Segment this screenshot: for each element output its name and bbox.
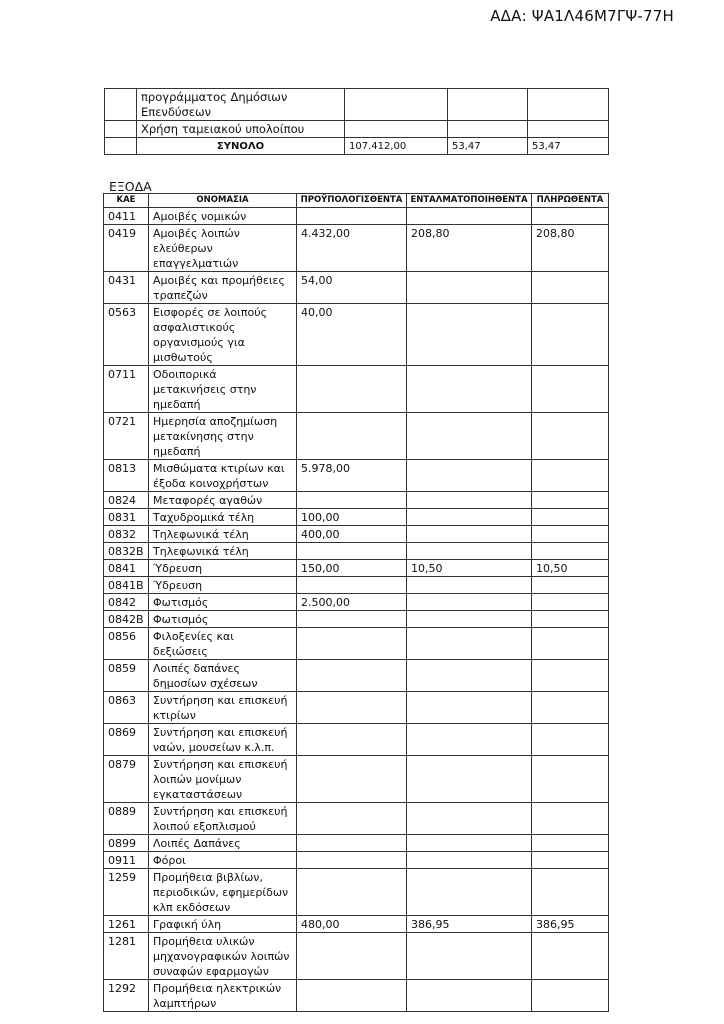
row-kae: 0889 [104, 803, 149, 835]
row-paid [532, 366, 609, 413]
row-kae: 0831 [104, 509, 149, 526]
header-certified: ΕΝΤΑΛΜΑΤΟΠΟΙΗΘΕΝΤΑ [407, 194, 532, 208]
row-certified [407, 526, 532, 543]
row-budget: 2.500,00 [297, 594, 407, 611]
row-paid [532, 803, 609, 835]
row-kae: 0832Β [104, 543, 149, 560]
row-paid [532, 492, 609, 509]
table-row [104, 460, 609, 492]
row-budget [297, 543, 407, 560]
row-budget [297, 492, 407, 509]
row-certified: 10,50 [407, 560, 532, 577]
row-kae: 1259 [104, 869, 149, 916]
income-paid [528, 121, 609, 138]
row-paid [532, 304, 609, 366]
income-budget [345, 89, 448, 121]
row-budget [297, 577, 407, 594]
table-row [104, 660, 609, 692]
income-certified [448, 121, 528, 138]
row-paid [532, 460, 609, 492]
row-name: Αμοιβές νομικών [149, 208, 297, 225]
row-paid [532, 526, 609, 543]
row-budget [297, 835, 407, 852]
header-kae: ΚΑΕ [104, 194, 149, 208]
row-paid [532, 413, 609, 460]
row-name: Φωτισμός [149, 611, 297, 628]
table-row [104, 916, 609, 933]
table-row [104, 225, 609, 272]
table-row [104, 611, 609, 628]
row-certified [407, 208, 532, 225]
row-paid [532, 208, 609, 225]
row-certified [407, 492, 532, 509]
table-row [104, 594, 609, 611]
row-certified [407, 366, 532, 413]
row-certified [407, 803, 532, 835]
row-certified [407, 660, 532, 692]
row-kae: 0841 [104, 560, 149, 577]
income-total-paid: 53,47 [528, 138, 609, 155]
table-row [104, 413, 609, 460]
row-budget [297, 803, 407, 835]
row-name: Φιλοξενίες και δεξιώσεις [149, 628, 297, 660]
row-budget: 5.978,00 [297, 460, 407, 492]
row-name: Προμήθεια υλικών μηχανογραφικών λοιπών συναφών εφαρμογών [149, 933, 297, 980]
row-name: Ημερησία αποζημίωση μετακίνησης στην ημεδαπή [149, 413, 297, 460]
row-certified [407, 460, 532, 492]
row-kae: 0411 [104, 208, 149, 225]
row-budget: 400,00 [297, 526, 407, 543]
row-paid [532, 980, 609, 1012]
row-kae: 0879 [104, 756, 149, 803]
row-budget [297, 366, 407, 413]
income-label: προγράμματος Δημόσιων Επενδύσεων [137, 89, 345, 121]
table-row [104, 835, 609, 852]
table-row [104, 208, 609, 225]
table-row [104, 869, 609, 916]
row-paid [532, 594, 609, 611]
row-certified [407, 577, 532, 594]
row-certified [407, 543, 532, 560]
row-budget [297, 724, 407, 756]
row-budget [297, 413, 407, 460]
row-budget: 4.432,00 [297, 225, 407, 272]
row-certified [407, 724, 532, 756]
table-row [104, 724, 609, 756]
row-name: Γραφική ύλη [149, 916, 297, 933]
row-paid [532, 756, 609, 803]
table-row [104, 852, 609, 869]
income-table [104, 88, 609, 155]
row-certified [407, 594, 532, 611]
row-certified: 208,80 [407, 225, 532, 272]
expenses-title: ΕΞΟΔΑ [109, 179, 152, 194]
row-kae: 0856 [104, 628, 149, 660]
row-certified: 386,95 [407, 916, 532, 933]
table-row [104, 543, 609, 560]
table-row [104, 492, 609, 509]
row-budget [297, 208, 407, 225]
income-total-budget: 107.412,00 [345, 138, 448, 155]
row-budget [297, 933, 407, 980]
row-certified [407, 835, 532, 852]
row-name: Μισθώματα κτιρίων και έξοδα κοινοχρήστων [149, 460, 297, 492]
row-kae: 1281 [104, 933, 149, 980]
row-certified [407, 509, 532, 526]
row-name: Αμοιβές λοιπών ελεύθερων επαγγελματιών [149, 225, 297, 272]
row-paid [532, 611, 609, 628]
row-kae: 0824 [104, 492, 149, 509]
row-name: Μεταφορές αγαθών [149, 492, 297, 509]
table-row [104, 980, 609, 1012]
row-paid [532, 660, 609, 692]
row-name: Ύδρευση [149, 577, 297, 594]
expenses-table [103, 193, 609, 1012]
row-budget: 40,00 [297, 304, 407, 366]
row-kae: 0419 [104, 225, 149, 272]
row-kae: 0842Β [104, 611, 149, 628]
row-kae: 0859 [104, 660, 149, 692]
row-name: Εισφορές σε λοιπούς ασφαλιστικούς οργανισμούς για μισθωτούς [149, 304, 297, 366]
table-row [104, 509, 609, 526]
row-paid [532, 543, 609, 560]
row-kae: 0813 [104, 460, 149, 492]
row-budget [297, 980, 407, 1012]
row-name: Λοιπές δαπάνες δημοσίων σχέσεων [149, 660, 297, 692]
row-kae: 0899 [104, 835, 149, 852]
row-paid [532, 933, 609, 980]
income-budget [345, 121, 448, 138]
income-row [105, 89, 609, 121]
row-budget: 150,00 [297, 560, 407, 577]
row-name: Φόροι [149, 852, 297, 869]
table-row [104, 577, 609, 594]
row-paid [532, 509, 609, 526]
row-budget: 480,00 [297, 916, 407, 933]
table-row [104, 366, 609, 413]
row-name: Συντήρηση και επισκευή λοιπών μονίμων εγκαταστάσεων [149, 756, 297, 803]
row-kae: 0863 [104, 692, 149, 724]
row-budget [297, 869, 407, 916]
income-total-certified: 53,47 [448, 138, 528, 155]
row-certified [407, 852, 532, 869]
row-paid [532, 577, 609, 594]
row-paid: 10,50 [532, 560, 609, 577]
table-row [104, 933, 609, 980]
row-paid [532, 869, 609, 916]
income-row [105, 121, 609, 138]
row-kae: 0832 [104, 526, 149, 543]
row-kae: 0563 [104, 304, 149, 366]
row-certified [407, 628, 532, 660]
row-certified [407, 413, 532, 460]
income-label: Χρήση ταμειακού υπολοίπου [137, 121, 345, 138]
row-paid [532, 852, 609, 869]
row-kae: 0842 [104, 594, 149, 611]
row-certified [407, 692, 532, 724]
table-row [104, 692, 609, 724]
row-name: Φωτισμός [149, 594, 297, 611]
row-kae: 1292 [104, 980, 149, 1012]
row-budget [297, 660, 407, 692]
row-paid [532, 724, 609, 756]
row-kae: 0869 [104, 724, 149, 756]
header-budget: ΠΡΟΫΠΟΛΟΓΙΣΘΕΝΤΑ [297, 194, 407, 208]
row-paid [532, 628, 609, 660]
row-paid [532, 272, 609, 304]
row-name: Αμοιβές και προμήθειες τραπεζών [149, 272, 297, 304]
row-name: Προμήθεια βιβλίων, περιοδικών, εφημερίδων κλπ εκδόσεων [149, 869, 297, 916]
row-paid: 386,95 [532, 916, 609, 933]
row-certified [407, 980, 532, 1012]
row-budget [297, 692, 407, 724]
row-name: Οδοιπορικά μετακινήσεις στην ημεδαπή [149, 366, 297, 413]
row-paid [532, 692, 609, 724]
row-name: Συντήρηση και επισκευή κτιρίων [149, 692, 297, 724]
table-row [104, 756, 609, 803]
table-row [104, 560, 609, 577]
table-row [104, 803, 609, 835]
table-row [104, 272, 609, 304]
row-kae: 0711 [104, 366, 149, 413]
table-row [104, 628, 609, 660]
row-name: Προμήθεια ηλεκτρικών λαμπτήρων [149, 980, 297, 1012]
ada-code: ΑΔΑ: ΨΑ1Λ46Μ7ΓΨ-77Η [490, 7, 674, 25]
row-budget [297, 852, 407, 869]
row-kae: 0841Β [104, 577, 149, 594]
row-name: Ταχυδρομικά τέλη [149, 509, 297, 526]
income-certified [448, 89, 528, 121]
row-paid: 208,80 [532, 225, 609, 272]
income-total-label: ΣΥΝΟΛΟ [137, 138, 345, 155]
row-name: Ύδρευση [149, 560, 297, 577]
row-budget: 100,00 [297, 509, 407, 526]
income-blank-cell [105, 138, 137, 155]
header-paid: ΠΛΗΡΩΘΕΝΤΑ [532, 194, 609, 208]
table-header-row [104, 194, 609, 208]
row-name: Συντήρηση και επισκευή λοιπού εξοπλισμού [149, 803, 297, 835]
row-paid [532, 835, 609, 852]
row-certified [407, 304, 532, 366]
row-certified [407, 756, 532, 803]
row-budget [297, 628, 407, 660]
header-name: ΟΝΟΜΑΣΙΑ [149, 194, 297, 208]
income-total-row [105, 138, 609, 155]
row-kae: 1261 [104, 916, 149, 933]
row-name: Τηλεφωνικά τέλη [149, 526, 297, 543]
row-budget [297, 611, 407, 628]
row-budget [297, 756, 407, 803]
table-row [104, 526, 609, 543]
row-certified [407, 611, 532, 628]
row-name: Συντήρηση και επισκευή ναών, μουσείων κ.λ.π. [149, 724, 297, 756]
income-blank-cell [105, 121, 137, 138]
row-kae: 0911 [104, 852, 149, 869]
row-certified [407, 933, 532, 980]
table-row [104, 304, 609, 366]
row-certified [407, 869, 532, 916]
row-name: Τηλεφωνικά τέλη [149, 543, 297, 560]
income-paid [528, 89, 609, 121]
income-blank-cell [105, 89, 137, 121]
row-kae: 0431 [104, 272, 149, 304]
row-kae: 0721 [104, 413, 149, 460]
row-certified [407, 272, 532, 304]
row-budget: 54,00 [297, 272, 407, 304]
row-name: Λοιπές Δαπάνες [149, 835, 297, 852]
